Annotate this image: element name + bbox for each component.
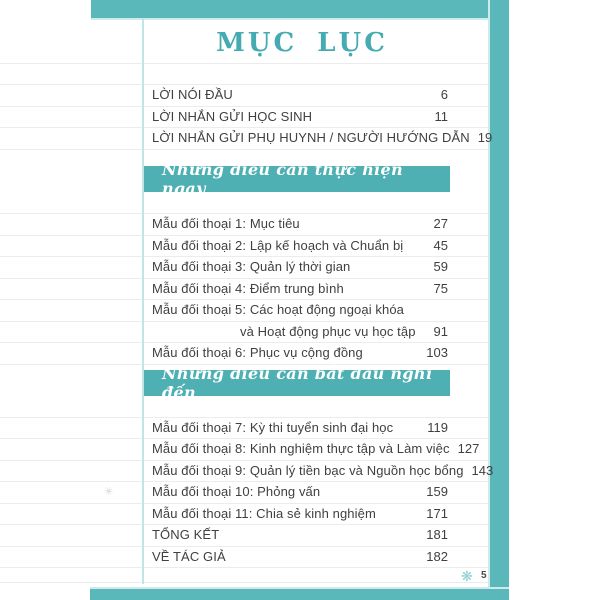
toc-entry-label: Mẫu đối thoại 10: Phỏng vấn (152, 484, 321, 500)
page-title: MỤC LỤC (216, 28, 388, 58)
toc-entry-row (0, 343, 488, 365)
toc-entry-row (0, 547, 488, 569)
toc-entry-label: Mẫu đối thoại 1: Mục tiêu (152, 216, 300, 232)
toc-entry-page-number: 103 (426, 345, 448, 361)
notebook-margin-line (142, 18, 144, 584)
toc-entry-page-number: 11 (434, 108, 448, 124)
frame-top-bar (91, 0, 509, 20)
page-number: 5 (481, 570, 487, 581)
toc-entry-label: LỜI NHẮN GỬI HỌC SINH (152, 108, 313, 124)
toc-entry-page-number: 159 (426, 484, 448, 500)
toc-entry-row (0, 107, 488, 129)
frame-bottom-bar (90, 587, 509, 600)
toc-entry-row (0, 418, 488, 440)
toc-entry-label: Mẫu đối thoại 4: Điểm trung bình (152, 280, 344, 296)
toc-entry-label: Mẫu đối thoại 5: Các hoạt động ngoại khóa (152, 302, 405, 318)
toc-entry-row (0, 482, 488, 504)
toc-entry-page-number: 171 (426, 505, 448, 521)
toc-entry-row (0, 257, 488, 279)
section-1-banner: Những điều cần thực hiện ngay (142, 166, 450, 192)
section-2-list (0, 418, 494, 569)
toc-entry-row (0, 439, 488, 461)
toc-entry-row (0, 504, 488, 526)
toc-entry-page-number: 182 (426, 548, 448, 564)
frame-right-bar (488, 0, 509, 600)
toc-entry-label: Mẫu đối thoại 9: Quản lý tiền bạc và Nguồn học bổng (152, 462, 464, 478)
toc-entry-row (0, 236, 488, 258)
toc-entry-page-number: 181 (426, 527, 448, 543)
toc-entry-page-number: 127 (457, 441, 480, 457)
section-1 (0, 160, 488, 365)
section-2 (0, 363, 494, 569)
toc-body (0, 18, 494, 583)
toc-entry-label: VỀ TÁC GIẢ (152, 548, 226, 564)
faint-sparkle-icon: ✳ (102, 485, 115, 499)
toc-entry-page-number: 75 (433, 280, 448, 296)
toc-entry-page-number: 27 (433, 216, 448, 232)
toc-entry-row (0, 279, 488, 301)
toc-entry-page-number: 45 (433, 237, 448, 253)
snowflake-icon: ❋ (461, 568, 473, 584)
toc-entry-row (0, 525, 488, 547)
toc-entry-row (0, 300, 488, 322)
ruled-line-spacer (0, 64, 488, 86)
toc-entry-page-number: 19 (477, 130, 493, 146)
toc-entry-label: TỔNG KẾT (152, 527, 220, 543)
toc-entry-row (0, 322, 488, 344)
toc-entry-label: Mẫu đối thoại 8: Kinh nghiệm thực tập và Làm việc (152, 441, 450, 457)
toc-entry-page-number: 143 (471, 462, 494, 478)
ruled-line-spacer (0, 568, 488, 583)
toc-entry-row (0, 461, 494, 483)
toc-entry-page-number: 119 (427, 419, 448, 435)
toc-entry-page-number: 91 (433, 323, 448, 339)
title-band (0, 18, 488, 64)
toc-entry-page-number: 6 (440, 87, 448, 103)
toc-entry-row (0, 214, 488, 236)
toc-entry-label: Mẫu đối thoại 11: Chia sẻ kinh nghiệm (152, 505, 376, 521)
section-2-banner: Những điều cần bắt đầu nghĩ đến (142, 370, 450, 396)
toc-entry-label: Mẫu đối thoại 2: Lập kế hoạch và Chuẩn bị (152, 237, 404, 253)
toc-entry-row (0, 128, 493, 150)
toc-entry-label: LỜI NHẮN GỬI PHỤ HUYNH / NGƯỜI HƯỚNG DẪN (152, 130, 470, 146)
toc-entry-page-number: 59 (433, 259, 448, 275)
toc-entry-label: Mẫu đối thoại 7: Kỳ thi tuyển sinh đại học (152, 419, 394, 435)
section-1-list (0, 214, 488, 365)
toc-entry-label: Mẫu đối thoại 3: Quản lý thời gian (152, 259, 351, 275)
toc-entry-label: LỜI NÓI ĐẦU (152, 87, 233, 103)
toc-entry-row (0, 85, 488, 107)
front-matter-list (0, 85, 493, 150)
toc-entry-label: và Hoạt động phục vụ học tập (240, 323, 416, 339)
toc-entry-label: Mẫu đối thoại 6: Phục vụ cộng đồng (152, 345, 363, 361)
